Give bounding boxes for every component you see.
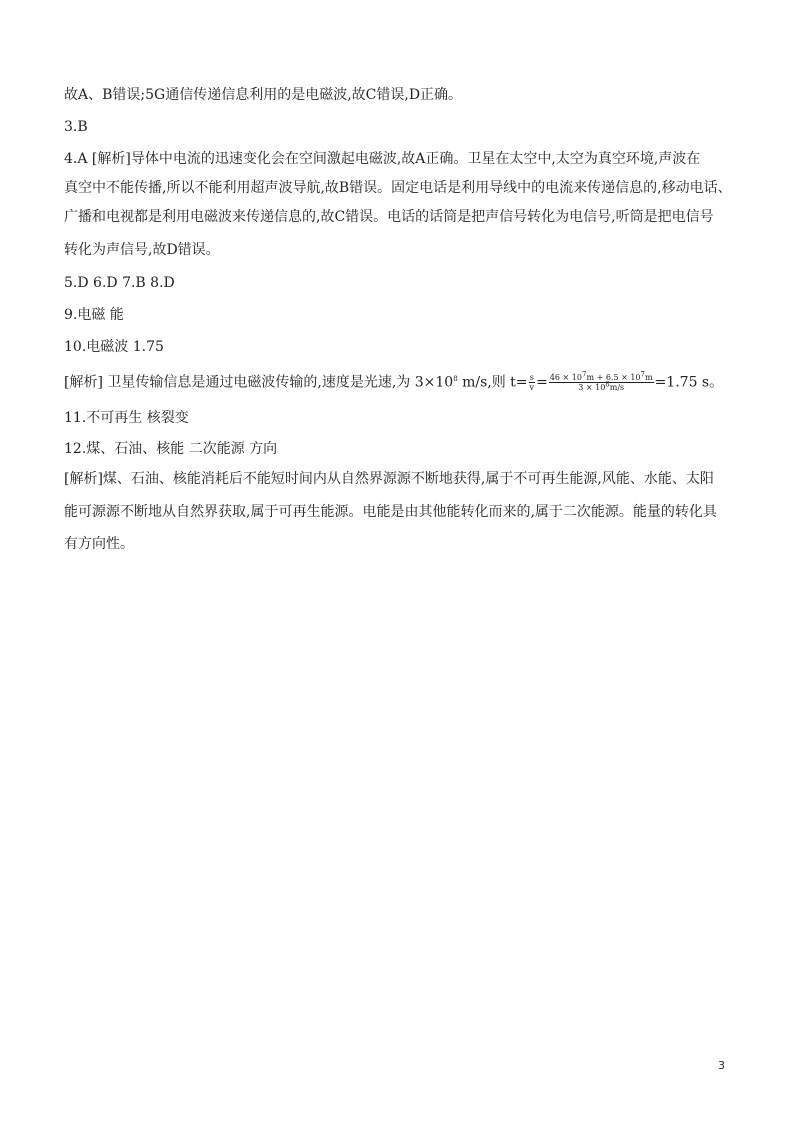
denominator-part: 3 × 10 bbox=[578, 383, 606, 392]
denominator-part: m/s bbox=[609, 383, 625, 392]
fraction-denominator: v bbox=[529, 383, 535, 392]
exponent: 7 bbox=[581, 370, 587, 379]
answer-12-explanation: [解析]煤、石油、核能消耗后不能短时间内从自然界源源不断地获得,属于不可再生能源,风能、水能、太阳 bbox=[64, 471, 714, 487]
text-line: 广播和电视都是利用电磁波来传递信息的,故C错误。电话的话筒是把声信号转化为电信号,听筒是把电信号 bbox=[64, 209, 714, 225]
fraction-s-over-v bbox=[529, 373, 536, 392]
text-line: 真空中不能传播,所以不能利用超声波导航,故B错误。固定电话是利用导线中的电流来传递信息的,移动电话、 bbox=[64, 180, 732, 196]
text-segment: =1.75 s。 bbox=[654, 374, 724, 391]
answer-4: 4.A [解析]导体中电流的迅速变化会在空间激起电磁波,故A正确。卫星在太空中,太空为真空环境,声波在 bbox=[64, 151, 701, 167]
exponent: 8 bbox=[605, 380, 610, 389]
text-line: 故A、B错误;5G通信传递信息利用的是电磁波,故C错误,D正确。 bbox=[64, 87, 463, 103]
answer-9: 9.电磁 能 bbox=[64, 307, 124, 323]
exponent: 8 bbox=[453, 374, 458, 383]
text-line: 有方向性。 bbox=[64, 536, 134, 552]
fraction-denominator bbox=[549, 380, 654, 392]
fraction-numerator: s bbox=[529, 373, 534, 382]
answers-5-8: 5.D 6.D 7.B 8.D bbox=[64, 275, 175, 291]
answer-10: 10.电磁波 1.75 bbox=[64, 339, 164, 355]
text-segment: m/s,则 t= bbox=[457, 374, 528, 391]
answer-10-explanation bbox=[64, 370, 734, 392]
equals-sign: = bbox=[536, 374, 548, 391]
answer-12: 12.煤、石油、核能 二次能源 方向 bbox=[64, 441, 278, 457]
exponent: 7 bbox=[640, 370, 645, 379]
answer-3: 3.B bbox=[64, 119, 88, 135]
numerator-part: 46 × 10 bbox=[549, 373, 582, 382]
numerator-part: m + 6.5 × 10 bbox=[586, 373, 641, 382]
fraction-calculation bbox=[549, 370, 654, 392]
page-number: 3 bbox=[718, 1059, 725, 1072]
answer-11: 11.不可再生 核裂变 bbox=[64, 410, 189, 426]
text-line: 转化为声信号,故D错误。 bbox=[64, 242, 220, 258]
numerator-part: m bbox=[644, 373, 653, 382]
text-line: 能可源源不断地从自然界获取,属于可再生能源。电能是由其他能转化而来的,属于二次能源。能量的转化具 bbox=[64, 504, 717, 520]
text-segment: [解析] 卫星传输信息是通过电磁波传输的,速度是光速,为 3×10 bbox=[64, 374, 454, 391]
fraction-numerator bbox=[549, 370, 654, 383]
